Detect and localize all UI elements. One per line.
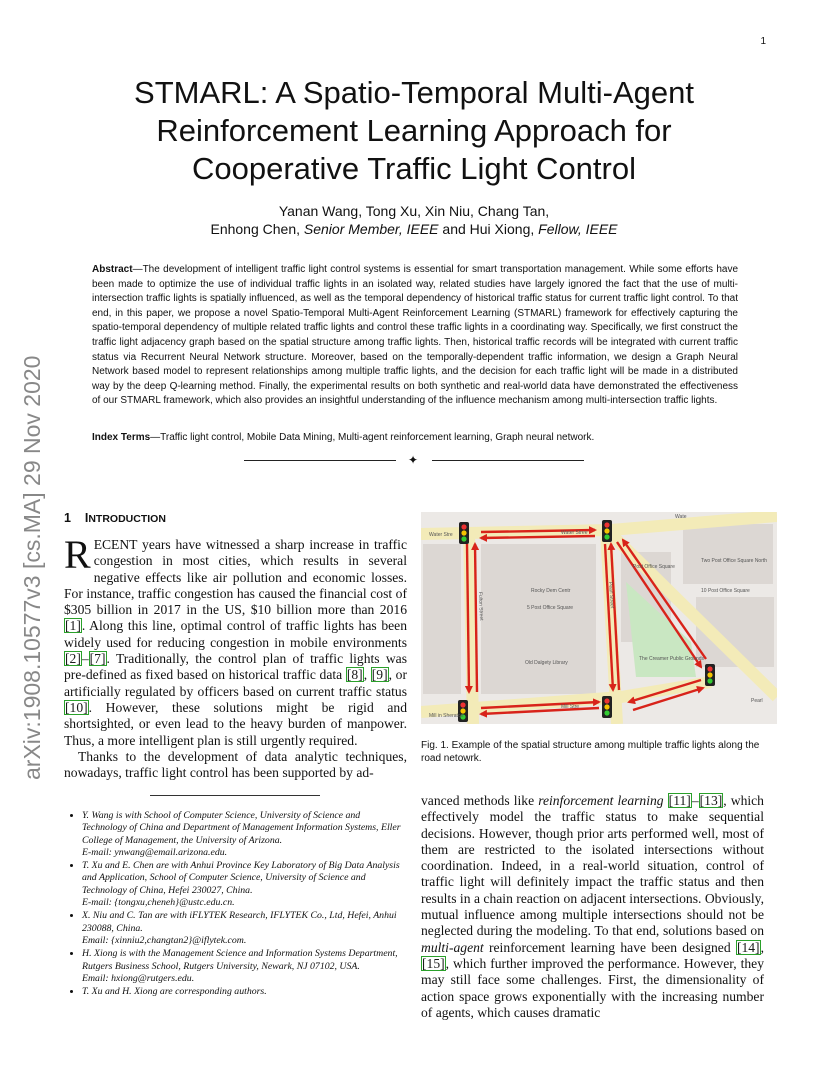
author-line [60, 220, 768, 238]
section-divider [244, 455, 584, 465]
title-line: Cooperative Traffic Light Control [192, 151, 636, 186]
author-line: Yanan Wang, Tong Xu, Xin Niu, Chang Tan, [278, 203, 550, 219]
footnote-item [82, 810, 407, 859]
citation-link[interactable]: [2] [65, 651, 81, 667]
street-label: Mill Stre [561, 704, 580, 710]
text-run: , or artificially regulated by officers based on current traffic status [64, 667, 407, 699]
author-names: and Hui Xiong, [438, 221, 539, 237]
author-title: Fellow, IEEE [538, 221, 618, 237]
city-block [683, 524, 773, 584]
street-label: Water Stre [429, 532, 453, 538]
city-block [423, 544, 461, 694]
citation-link[interactable]: [10] [65, 699, 88, 715]
building-label: 10 Post Office Square [701, 588, 750, 594]
traffic-map-figure [421, 512, 777, 724]
building-label: Two Post Office Square North [701, 558, 768, 564]
road-fulton-street [469, 530, 473, 724]
citation-link[interactable]: [13] [699, 793, 723, 808]
street-label: Wate [675, 514, 687, 520]
emphasis: reinforcement learning [538, 793, 664, 808]
paragraph: Thanks to the development of data analytic techniques, nowadays, traffic light control has been supported by ad- [64, 748, 407, 781]
citation-link[interactable]: [11] [668, 793, 691, 808]
citation-link[interactable]: [1] [65, 618, 81, 634]
text-run: ECENT years have witnessed a sharp increase in traffic congestion in most cities, which results in several negative effects like air pollution and economic losses. For instance, traffic congestion has caused the financial cost of $305 billion in 2017 in the US, $10 billion more than 2016 [64, 537, 407, 618]
text-run: , which effectively model the traffic status to make sequential decisions. However, though prior arts performed well, most of them are restricted to the isolated intersections without coordination. Indeed, in a real-world situation, control of traffic light will definitely impact the traffic status and then results in a chain reaction on adjacent intersections. Obviously, mutual influence among multiple intersections should not be neglected during the modeling. To that end, solutions based on [421, 793, 764, 939]
footnotes [64, 810, 407, 999]
text-run: – [691, 793, 699, 808]
citation-link[interactable]: [15] [422, 955, 445, 971]
building-label: Old Dalgety Library [525, 660, 568, 666]
figure-caption: Fig. 1. Example of the spatial structure among multiple traffic lights along the road netowrk. [421, 740, 760, 764]
author-title: Senior Member, IEEE [303, 221, 439, 237]
building-label: The Creamer Public Grounds [639, 656, 705, 662]
text-run: reinforcement learning have been designed [483, 939, 736, 955]
building-label: Post Office Square [633, 564, 675, 570]
building-label: Mill in Sheraton [429, 713, 464, 719]
diamond-icon: ✦ [408, 453, 419, 467]
city-block [481, 544, 596, 694]
citation-link[interactable]: [8] [346, 667, 363, 683]
emphasis: multi-agent [421, 939, 484, 955]
traffic-light-icon [459, 522, 469, 544]
author-list [60, 202, 768, 238]
section-number: 1 [64, 511, 71, 525]
footnote-text: Y. Wang is with School of Computer Science, University of Science and Technology of China and Department of Management Information Systems, Eller College of Management, the University of Arizona. [82, 810, 401, 846]
street-label: Water Stree [561, 530, 588, 536]
index-terms-text: —Traffic light control, Mobile Data Mining, Multi-agent reinforcement learning, Graph neural network. [150, 432, 595, 443]
abstract-label: Abstract [92, 264, 133, 275]
right-column-body [421, 793, 764, 1021]
footnote-text: T. Xu and H. Xiong are corresponding authors. [82, 986, 267, 998]
traffic-light-icon [602, 520, 612, 542]
street-label: Pearl [751, 698, 763, 704]
street-label: Pearl Street [607, 581, 615, 609]
footnote-item [82, 986, 407, 998]
footnote-item [82, 948, 407, 985]
section-heading [64, 511, 166, 525]
citation-link[interactable]: [9] [371, 667, 388, 683]
left-column-body [64, 532, 407, 781]
divider-line [244, 460, 396, 461]
building-label: Rocky Dem Centr [531, 588, 571, 594]
footnote-email: Email: {xinniu2,changtan2}@iflytek.com. [82, 934, 247, 946]
footnote-email: E-mail: {tongxu,cheneh}@ustc.edu.cn. [82, 897, 235, 909]
traffic-light-icon [705, 664, 715, 686]
title-line: STMARL: A Spatio-Temporal Multi-Agent [134, 75, 694, 110]
text-run: – [81, 651, 89, 667]
street-label: Fulton Street [477, 591, 484, 621]
section-title-initial: I [84, 511, 89, 525]
paragraph [64, 532, 407, 749]
text-run: , [363, 667, 371, 683]
traffic-light-icon [602, 696, 612, 718]
text-run: . Along this line, optimal control of traffic lights has been widely used for reducing congestion in mobile environments [64, 618, 407, 650]
drop-cap: R [64, 532, 91, 577]
divider-line [432, 460, 584, 461]
citation-link[interactable]: [14] [736, 939, 760, 955]
citation-link[interactable]: [7] [89, 651, 106, 667]
text-run: , which further improved the performance. However, they may still face some challenges. First, the dimensionality of action space grows exponentially with the increasing number of agents, which causes dramatic [421, 955, 764, 1020]
abstract [92, 263, 738, 409]
index-terms [92, 431, 738, 445]
footnote-email: E-mail: ynwang@email.arizona.edu. [82, 846, 228, 858]
footnote-text: H. Xiong is with the Management Science and Information Systems Department, Rutgers Business School, Rutgers University, Newark, NJ 07102, USA. [82, 948, 398, 972]
section-title-rest: NTRODUCTION [88, 513, 166, 525]
text-run: . Traditionally, the control plan of traffic lights was pre-defined as fixed based on historical traffic data [64, 651, 407, 683]
author-names: Enhong Chen, [210, 221, 304, 237]
footnote-text: T. Xu and E. Chen are with Anhui Province Key Laboratory of Big Data Analysis and Application, School of Computer Science, University of Science and Technology of China, Hefei 230027, China. [82, 860, 400, 896]
text-run: , [760, 939, 764, 955]
footnote-email: Email: hxiong@rutgers.edu. [82, 972, 195, 984]
abstract-text: —The development of intelligent traffic light control systems is essential for smart transportation management. While some efforts have been made to optimize the use of individual traffic lights in an isolated way, related studies have largely ignored the fact that the use of multi-intersection traffic lights is spatially influenced, as well as the temporal dependency of historical traffic status for current traffic light control. To that end, in this paper, we propose a novel Spatio-Temporal Multi-Agent Reinforcement Learning (STMARL) framework for effectively capturing the spatio-temporal dependency of multiple related traffic lights and control these traffic lights in a coordinating way. Specifically, we first construct the traffic light adjacency graph based on the spatial structure among traffic lights. Then, historical traffic records will be integrated with current traffic status via Recurrent Neural Network structure. Moreover, based on the temporally-dependent traffic information, we design a Graph Neural Network based model to represent relationships among multiple traffic lights, and the decision for each traffic light will be made in a distributed way by the deep Q-learning method. Finally, the experimental results on both synthetic and real-world data have demonstrated the effectiveness of our STMARL framework, which also provides an insightful understanding of the influence mechanism among multi-intersection traffic lights. [92, 264, 738, 407]
text-run: . However, these solutions might be rigid and shortsighted, or even lead to the heavy burden of manpower. Thus, a more intelligent plan is still urgently required. [64, 699, 407, 748]
index-terms-label: Index Terms [92, 432, 151, 443]
title-line: Reinforcement Learning Approach for [156, 113, 672, 148]
footnote-item [82, 860, 407, 909]
page-number: 1 [760, 36, 766, 47]
arxiv-identifier: arXiv:1908.10577v3 [cs.MA] 29 Nov 2020 [19, 355, 45, 780]
footnote-text: X. Niu and C. Tan are with iFLYTEK Research, IFLYTEK Co., Ltd, Hefei, Anhui 230088, China. [82, 910, 397, 934]
building-label: 5 Post Office Square [527, 605, 574, 611]
map-svg [421, 512, 777, 724]
footnote-rule [150, 795, 320, 796]
footnote-item [82, 910, 407, 947]
text-run: vanced methods like [421, 793, 539, 808]
paper-title [60, 74, 768, 188]
